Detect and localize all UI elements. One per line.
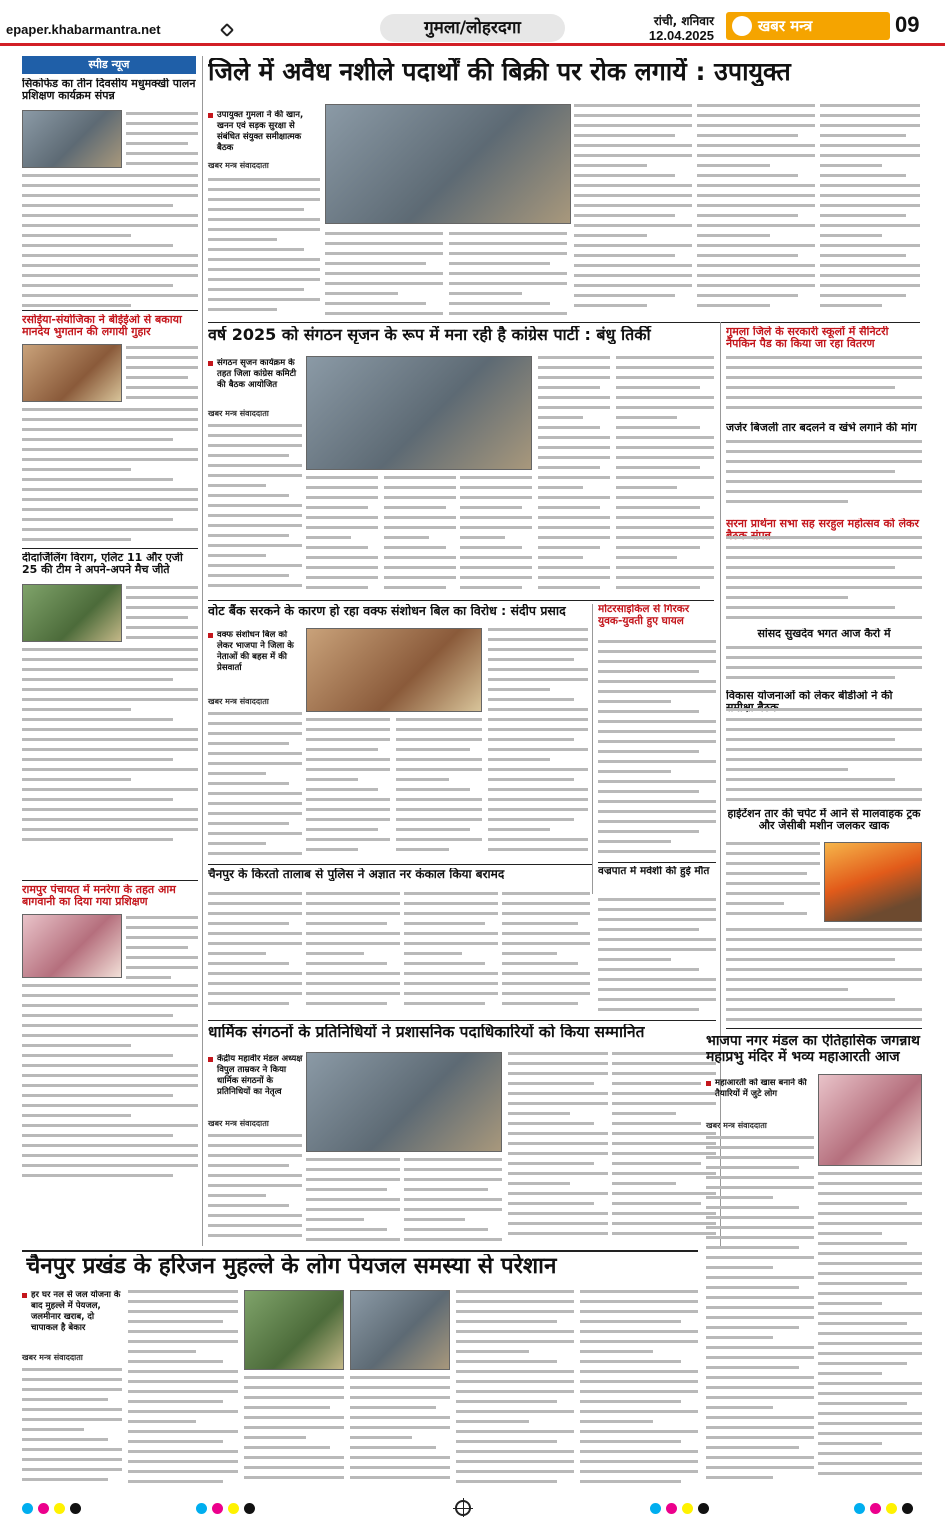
lead-body-col2 [325,232,443,318]
magenta-mark [212,1503,223,1514]
lead-body-col5 [697,104,815,318]
left-story-2-title[interactable]: रसोईया-संयोजिका ने बीईईओ से बकाया मानदेय भुगतान की लगायी गुहार [22,314,182,339]
left-story-1-title[interactable]: सिकोफेड का तीन दिवसीय मधुमक्खी पालन प्रशिक्षण कार्यक्रम संपन्न [22,78,196,103]
congress-body-col6 [616,356,714,596]
water-body-col1 [22,1368,122,1486]
congress-photo [306,356,532,470]
cursor-icon [220,23,234,37]
religious-body-col3 [404,1158,502,1246]
religious-body-col5 [612,1052,716,1246]
divider [22,1250,698,1252]
left-story-3-title[interactable]: दीदार्जिलिंग विराग, एलिट 11 और एजी 25 की टीम ने अपने-अपने मैच जीते [22,552,183,577]
congress-body-col2 [306,476,378,596]
left-story-4-title[interactable]: रामपुर पंचायत में मनरेगा के तहत आम बागवानी का दिया गया प्रशिक्षण [22,884,176,909]
religious-photo [306,1052,502,1152]
black-mark [902,1503,913,1514]
lead-body-col3 [449,232,567,318]
water-byline: खबर मन्त्र संवाददाता [22,1353,83,1362]
water-bullet: हर घर नल से जल योजना के बाद मुहल्ले में पेयजल, जलमीनार खराब, दो चापाकल है बेकार [22,1290,122,1346]
site-url[interactable]: epaper.khabarmantra.net [6,22,161,37]
brand-logo-icon [732,16,752,36]
congress-body-col3 [384,476,456,596]
black-mark [244,1503,255,1514]
waqf-byline: खबर मन्त्र संवाददाता [208,697,269,706]
water-body-col4 [350,1376,450,1486]
fire-headline[interactable]: हाईटेंशन तार की चपेट में आने से मालवाहक ट्रक और जेसीबी मशीन जलकर खाक [727,808,921,833]
temple-headline[interactable]: भाजपा नगर मंडल का ऐतिहासिक जगन्नाथ महाप्रभु मंदिर में भव्य महाआरती आज [706,1034,920,1065]
black-mark [70,1503,81,1514]
divider [22,310,198,311]
lead-body-col6 [820,104,920,318]
bdo-headline[interactable]: विकास योजनाओं को लेकर बीडीओ ने की [726,690,893,702]
temple-photo [818,1074,922,1166]
waqf-headline[interactable]: वोट बैंक सरकने के कारण हो रहा वक्फ संशोधन बिल का विरोध : संदीप प्रसाद [208,604,566,618]
water-body-col3 [244,1376,344,1486]
left-story-4-body [22,984,198,1184]
lead-bullet: उपायुक्त गुमला ने की खान, खनन एवं सड़क सुरक्षा से संबंधित संयुक्त समीक्षात्मक बैठक [208,110,318,154]
water-body-col5 [456,1290,574,1486]
waqf-body-col1 [208,712,302,860]
fire-body-top [726,842,820,922]
section-title: गुमला/लोहरदगा [380,14,565,42]
temple-body-col1 [706,1136,814,1486]
religious-body-col2 [306,1158,400,1246]
yellow-mark [228,1503,239,1514]
religious-bullet: केंद्रीय महावीर मंडल अध्यक्ष विपुल ताम्रकर ने किया धार्मिक संगठनों के प्रतिनिधियों का नेतृत्व [208,1054,304,1110]
registration-mark-icon [455,1500,471,1516]
lead-byline: खबर मन्त्र संवाददाता [208,161,269,170]
pole-body [726,440,922,514]
religious-body-col4 [508,1052,608,1246]
cattle-body [598,898,716,1016]
divider [22,548,198,549]
left-story-3-text [126,586,198,644]
sanitary-body [726,356,922,418]
divider [208,600,714,601]
congress-bullet: संगठन सृजन कार्यक्रम के तहत जिला कांग्रेस कमिटी की बैठक आयोजित [208,358,304,402]
yellow-mark [886,1503,897,1514]
divider [208,322,920,323]
divider [726,1028,922,1029]
sanitary-headline[interactable]: गुमला जिले के सरकारी स्कूलों में सैनिटरी नैपकिन पैड का किया जा रहा वितरण [726,326,889,351]
cyan-mark [650,1503,661,1514]
black-mark [698,1503,709,1514]
skeleton-body-col4 [502,892,590,1016]
water-body-col6 [580,1290,698,1486]
skeleton-headline[interactable]: चैनपुर के किरतो तालाब से पुलिस ने अज्ञात नर कंकाल किया बरामद [208,868,505,881]
yellow-mark [54,1503,65,1514]
sarna-body [726,536,922,624]
yellow-mark [682,1503,693,1514]
pole-headline[interactable]: जर्जर बिजली तार बदलने व खंभे लगाने की मांग [726,422,917,434]
waqf-photo [306,628,482,712]
waqf-body-col3 [396,718,482,860]
cattle-headline[interactable]: वज्रपात में मवेशी की हुई मौत [598,866,710,877]
temple-body-col2 [818,1172,922,1486]
divider [22,880,198,881]
lead-body-col4 [574,104,692,318]
column-rule [202,56,203,1246]
left-story-4-text [126,916,198,980]
divider [208,864,592,865]
water-photo-2 [350,1290,450,1370]
left-story-1-text [126,112,198,170]
left-story-1-photo [22,110,122,168]
congress-body-col4 [460,476,532,596]
waqf-bullet: वक्फ संशोधन बिल को लेकर भाजपा ने जिला के नेताओं की बहस में की प्रेसवार्ता [208,630,304,686]
religious-byline: खबर मन्त्र संवाददाता [208,1119,269,1128]
cyan-mark [22,1503,33,1514]
left-story-2-text [126,346,198,404]
waqf-body-col4 [488,628,588,860]
left-story-2-body [22,408,198,546]
temple-byline: खबर मन्त्र संवाददाता [706,1121,767,1130]
motorcycle-body [598,640,716,860]
left-story-2-photo [22,344,122,402]
left-story-3-body [22,648,198,848]
magenta-mark [870,1503,881,1514]
skeleton-body-col2 [306,892,400,1016]
mp-body [726,646,922,686]
sarna-headline[interactable]: सरना प्रार्थना सभा सह सरहुल महोत्सव को लेकर [726,518,919,530]
magenta-mark [666,1503,677,1514]
brand-masthead [726,12,890,40]
divider [208,1020,716,1021]
cyan-mark [196,1503,207,1514]
skeleton-body-col3 [404,892,498,1016]
religious-headline[interactable]: धार्मिक संगठनों के प्रतिनिधियों ने प्रशासनिक पदाधिकारियों को किया सम्मानित [208,1024,645,1041]
waqf-body-col2 [306,718,390,860]
bdo-body [726,708,922,804]
congress-body-col1 [208,424,302,596]
water-photo-1 [244,1290,344,1370]
lead-headline[interactable]: जिले में अवैध नशीले पदार्थों की बिक्री पर रोक लगायें : उपायुक्त [208,58,791,86]
water-body-col2 [128,1290,238,1486]
congress-headline[interactable]: वर्ष 2025 को संगठन सृजन के रूप में मना रही है कांग्रेस पार्टी : बंधु तिर्की [208,326,651,344]
lead-photo [325,104,571,224]
divider [598,862,716,863]
edition-date: 12.04.2025 [648,28,714,43]
brand-name: खबर मन्त्र [758,17,813,35]
left-story-4-photo [22,914,122,978]
religious-body-col1 [208,1134,302,1246]
fire-body [726,928,922,1026]
congress-byline: खबर मन्त्र संवाददाता [208,409,269,418]
temple-bullet: महाआरती को खास बनाने की तैयारियों में जुटे लोग [706,1078,814,1114]
congress-body-col5 [538,356,610,596]
lead-body-col1 [208,178,320,318]
skeleton-body-col1 [208,892,302,1016]
page-header [0,0,945,46]
edition-place: रांची, शनिवार [653,14,714,28]
print-registration-strip [0,1497,945,1517]
fire-photo [824,842,922,922]
motorcycle-headline[interactable]: मोटरसाइकिल से गिरकर युवक-युवती हुए घायल [598,604,690,627]
left-story-3-photo [22,584,122,642]
left-story-1-body [22,174,198,310]
page-number: 09 [895,12,920,37]
magenta-mark [38,1503,49,1514]
mp-headline[interactable]: सांसद सुखदेव भगत आज कैरो में [757,628,891,640]
column-rule [592,604,593,894]
speed-news-band: स्पीड न्यूज [22,56,196,74]
water-headline[interactable]: चैनपुर प्रखंड के हरिजन मुहल्ले के लोग पेयजल समस्या से परेशान [26,1254,557,1279]
cyan-mark [854,1503,865,1514]
